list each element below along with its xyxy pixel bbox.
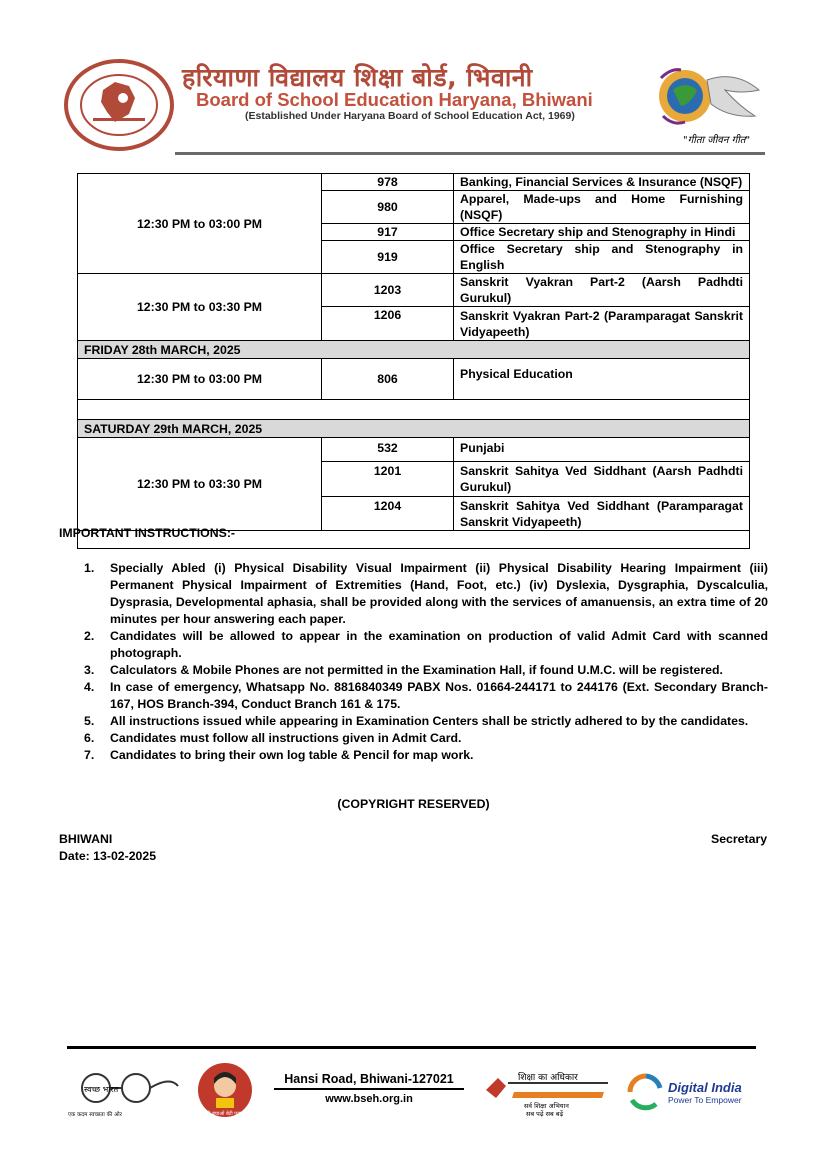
time-cell: 12:30 PM to 03:00 PM — [78, 359, 322, 400]
svg-text:सर्व शिक्षा अभियान: सर्व शिक्षा अभियान — [524, 1102, 569, 1110]
table-row — [78, 274, 750, 307]
website-link[interactable]: www.bseh.org.in — [325, 1093, 413, 1105]
list-item — [59, 679, 768, 713]
paper-code: 917 — [322, 224, 454, 241]
subject-name: Banking, Financial Services & Insurance (NSQF) — [454, 174, 750, 191]
item-text: Candidates to bring their own log table & Pencil for map work. — [110, 748, 474, 762]
svg-text:सब पढ़ें सब बढ़ें: सब पढ़ें सब बढ़ें — [526, 1110, 564, 1118]
paper-code: 980 — [322, 191, 454, 224]
day-header-row — [78, 341, 750, 359]
item-text: Specially Abled (i) Physical Disability Visual Impairment (ii) Physical Disability Hearing Impairment (iii) Permanent Physical Impairment of Extremities (Hand, Foot, etc.) (iv) Dyslexia, Dysgraphia, Dyscalculia, Dysprasia, Developmental aphasia, shall be provided along with the services of amanuensis, an extra time of 20 minutes per hour answering each paper. — [110, 561, 768, 626]
paper-code: 1201 — [322, 462, 454, 497]
paper-code: 978 — [322, 174, 454, 191]
address-underline — [274, 1088, 464, 1090]
item-number: 1. — [84, 561, 95, 575]
board-address — [274, 1072, 464, 1105]
subject-name: Sanskrit Sahitya Ved Siddhant (Paramparagat Sanskrit Vidyapeeth) — [454, 497, 750, 531]
subject-name: Sanskrit Vyakran Part-2 (Paramparagat Sanskrit Vidyapeeth) — [454, 307, 750, 341]
issue-date: Date: 13-02-2025 — [59, 849, 157, 863]
instructions-heading: IMPORTANT INSTRUCTIONS:- — [59, 526, 236, 540]
time-cell: 12:30 PM to 03:00 PM — [78, 174, 322, 274]
svg-text:Power To Empower: Power To Empower — [668, 1095, 742, 1105]
table-row — [78, 438, 750, 462]
subject-name: Office Secretary ship and Stenography in Hindi — [454, 224, 750, 241]
svg-text:Digital India: Digital India — [668, 1080, 742, 1095]
list-item — [59, 560, 768, 628]
time-cell: 12:30 PM to 03:30 PM — [78, 438, 322, 531]
item-text: Candidates must follow all instructions given in Admit Card. — [110, 731, 462, 745]
day-label: SATURDAY 29th MARCH, 2025 — [78, 420, 750, 438]
list-item — [59, 662, 768, 679]
digital-india-logo — [626, 1072, 756, 1112]
paper-code: 1204 — [322, 497, 454, 531]
subject-name: Punjabi — [454, 438, 750, 462]
item-number: 2. — [84, 629, 95, 643]
subject-name: Sanskrit Sahitya Ved Siddhant (Aarsh Padhdti Gurukul) — [454, 462, 750, 497]
board-established-note: (Established Under Haryana Board of School Education Act, 1969) — [245, 110, 575, 122]
table-row — [78, 174, 750, 191]
list-item — [59, 628, 768, 662]
address-line: Hansi Road, Bhiwani-127021 — [284, 1072, 454, 1086]
paper-code: 919 — [322, 241, 454, 274]
table-row — [78, 359, 750, 400]
day-header-row — [78, 420, 750, 438]
item-number: 6. — [84, 731, 95, 745]
board-motto: "गीता जीवन गीत" — [683, 135, 751, 146]
svg-text:शिक्षा का अधिकार: शिक्षा का अधिकार — [518, 1073, 578, 1083]
item-number: 3. — [84, 663, 95, 677]
subject-name: Office Secretary ship and Stenography in English — [454, 241, 750, 274]
board-title-hindi: हरियाणा विद्यालय शिक्षा बोर्ड, भिवानी — [182, 63, 533, 92]
blank-row — [78, 400, 750, 420]
sarva-shiksha-logo — [484, 1070, 614, 1118]
subject-name: Physical Education — [454, 359, 750, 400]
list-item — [59, 747, 768, 764]
time-cell: 12:30 PM to 03:30 PM — [78, 274, 322, 341]
item-text: All instructions issued while appearing in Examination Centers shall be strictly adhered to by the candidates. — [110, 714, 749, 728]
item-number: 7. — [84, 748, 95, 762]
paper-code: 1203 — [322, 274, 454, 307]
signatory-title: Secretary — [711, 832, 768, 846]
paper-code: 806 — [322, 359, 454, 400]
beti-bachao-logo — [194, 1062, 256, 1118]
item-number: 5. — [84, 714, 95, 728]
gita-emblem-logo — [655, 60, 763, 132]
day-label: FRIDAY 28th MARCH, 2025 — [78, 341, 750, 359]
svg-text:बेटी बचाओ बेटी पढ़ाओ: बेटी बचाओ बेटी पढ़ाओ — [203, 1111, 247, 1117]
svg-text:स्वच्छ भारत: स्वच्छ भारत — [84, 1085, 119, 1094]
item-text: Calculators & Mobile Phones are not permitted in the Examination Hall, if found U.M.C. will be registered. — [110, 663, 723, 677]
board-seal-logo — [63, 58, 175, 152]
subject-name: Apparel, Made-ups and Home Furnishing (NSQF) — [454, 191, 750, 224]
item-number: 4. — [84, 680, 95, 694]
instructions-list — [59, 560, 768, 764]
paper-code: 532 — [322, 438, 454, 462]
list-item — [59, 713, 768, 730]
footer-divider — [67, 1046, 756, 1049]
issue-place: BHIWANI — [59, 832, 113, 846]
list-item — [59, 730, 768, 747]
header-divider — [175, 152, 765, 155]
item-text: Candidates will be allowed to appear in the examination on production of valid Admit Card with scanned photograph. — [110, 629, 768, 660]
subject-name: Sanskrit Vyakran Part-2 (Aarsh Padhdti Gurukul) — [454, 274, 750, 307]
exam-schedule-table — [77, 173, 750, 549]
paper-code: 1206 — [322, 307, 454, 341]
item-text: In case of emergency, Whatsapp No. 8816840349 PABX Nos. 01664-244171 to 244176 (Ext. Secondary Branch-167, HOS Branch-394, Conduct Branch 161 & 175. — [110, 680, 768, 711]
swachh-bharat-logo — [66, 1070, 180, 1120]
board-title-english: Board of School Education Haryana, Bhiwani — [196, 89, 593, 110]
svg-text:एक कदम स्वच्छता की ओर: एक कदम स्वच्छता की ओर — [68, 1112, 122, 1118]
copyright-notice: (COPYRIGHT RESERVED) — [337, 797, 490, 811]
